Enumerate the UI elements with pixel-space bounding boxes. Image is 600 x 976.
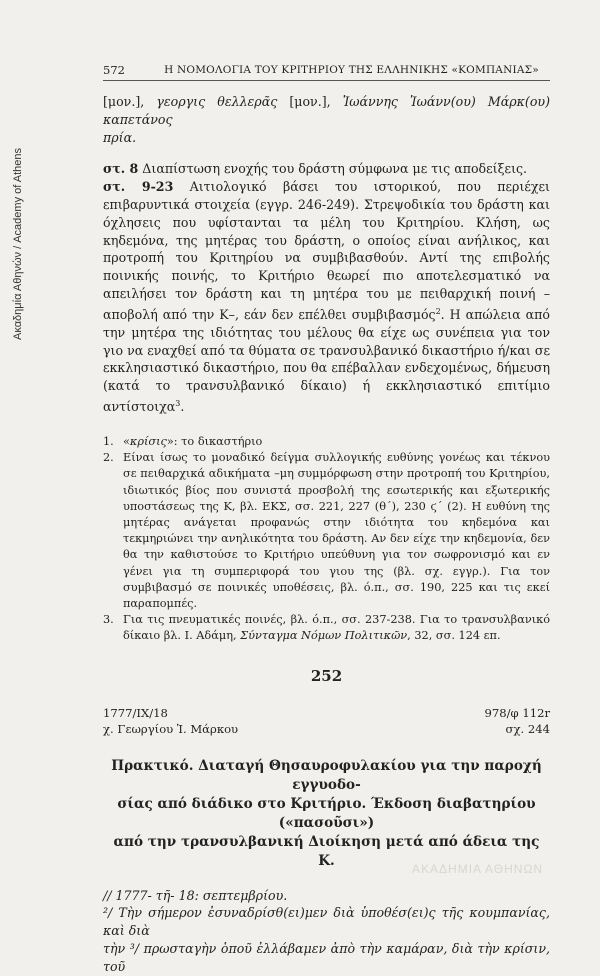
footnotes	[103, 434, 550, 645]
document-number: 252	[310, 666, 343, 685]
footnote-1: 1. «κρίσις»: το δικαστήριο	[103, 434, 263, 448]
body-line-1: [μον.], γεοργις θελλερᾶς [μον.], Ἰωάννης Ἰωάνν(ου) Μάρκ(ου) καπετάνος	[103, 94, 550, 127]
body-line-2: πρία.	[103, 129, 137, 145]
footnote-3: 3. Για τις πνευματικές ποινές, βλ. ό.π., σσ. 237-238. Για το τρανσυλβανικό δίκαιο βλ. Ι. Αδάμη, Σύνταγμα Νόμων Πολιτικῶν, 32, σσ. 124 επ.	[103, 613, 550, 643]
document-sheet: σχ. 244	[505, 721, 550, 736]
paragraph-st9-23: στ. 9-23 Αιτιολογικό βάσει του ιστορικού, που περιέχει επιβαρυντικά στοιχεία (εγγρ. 246-249). Στρεψοδικία του δράστη και όχλησεις που υφίστανται τα μέλη του Κριτηρίου. Κλήση, ως κηδεμόνα, της μητέρας του δράστη, ο οποίος είναι ανήλικος, και προτροπή του Κριτηρίου να συμβιβασθούν. Αντί της επιβολής ποινικής ποινής, το Κριτήριο θεωρεί πιο αποτελεσματικό να απειλήσει τον δράστη και τη μητέρα του με πειθαρχική ποινή –αποβολή από την Κ–, εάν δεν επέλθει συμβιβασμός$^2$. Η απώλεια από την μητέρα της ιδιότητας του μέλους θα είχε ως συνέπεια για τον γιο να εναχθεί από τα θύματα σε τρανσυλβανικό δικαστήριο ή/και σε εκκλησιαστικό δικαστήριο, που θα επέβαλλαν ενδεχομένως, δήμευση (κατά το τρανσυλβανικό δίκαιο) ή εκκλησιαστικό επιτίμιο αντίστοιχα$^3$.	[103, 179, 550, 415]
page-number: 572	[103, 63, 125, 77]
sidebar-credit	[8, 40, 28, 340]
document-title: Πρακτικό. Διαταγή Θησαυροφυλακίου για την παροχή εγγυοδο- σίας από διάδικο στο Κριτήριο. Έκδοση διαβατηρίου («πασοῦσι») από την τρανσυλβανική Διοίκηση μετά από άδεια της Κ.	[111, 757, 542, 869]
sidebar-text: Ακαδημία Αθηνών / Academy of Athens	[12, 147, 24, 340]
paragraph-st8: στ. 8 Διαπίστωση ενοχής του δράστη σύμφωνα με τις αποδείξεις.	[103, 161, 528, 177]
footnote-2: 2. Είναι ίσως το μοναδικό δείγμα συλλογικής ευθύνης γονέως και τέκνου σε πειθαρχικά αδικήματα –μη συμμόρφωση στην προτροπή του Κριτηρίου, ιδιωτικός βίος που συνιστά προσβολή της εσωτερικής και εξωτερικής υποστάσεως της Κ, βλ. ΕΚΣ, σσ. 221, 227 (θ΄), 230 ϛ΄ (2). Η ευθύνη της μητέρας ανάγεται προφανώς στην ιδιότητα του κηδεμόνα και τεκμηριώνει την ανηλικότητα του δράστη. Αν δεν είχε την κηδεμονία, δεν θα την καθιστούσε το Κριτήριο υπεύθυνη για τον σωφρονισμό και εν γένει για τη συμπεριφορά του γιου της (βλ. σχ. εγγρ.). Για τον συμβιβασμό σε ποινικές υποθέσεις, βλ. ό.π., σσ. 190, 225 και τις εκεί παραπομπές.	[103, 451, 550, 610]
document-ref: 978/φ 112r	[484, 705, 550, 720]
page	[103, 62, 550, 976]
document-text: // 1777- τῆ- 18: σεπτεμβρίου. ²/ Τὴν σήμερον ἐσυναδρίσθ(ει)μεν διὰ ὑποθέσ(ει)ς τῆς κουμπανίας, καὶ διὰ τὴν ³/ πρωσταγὴν ὁποῦ ἐλλάβαμεν ἀπὸ τὴν καμάραν, διὰ τὴν κρίσιν, τοῦ	[103, 887, 550, 974]
running-title: Η ΝΟΜΟΛΟΓΙΑ ΤΟΥ ΚΡΙΤΗΡΙΟΥ ΤΗΣ ΕΛΛΗΝΙΚΗΣ «ΚΟΜΠΑΝΙΑΣ»	[164, 64, 539, 76]
document-author: χ. Γεωργίου Ἰ. Μάρκου	[103, 721, 239, 736]
document-meta	[103, 705, 550, 737]
document-date: 1777/IX/18	[103, 705, 168, 720]
watermark: ΑΚΑΔΗΜΙΑ ΑΘΗΝΩΝ	[412, 862, 544, 876]
running-header	[103, 62, 550, 81]
